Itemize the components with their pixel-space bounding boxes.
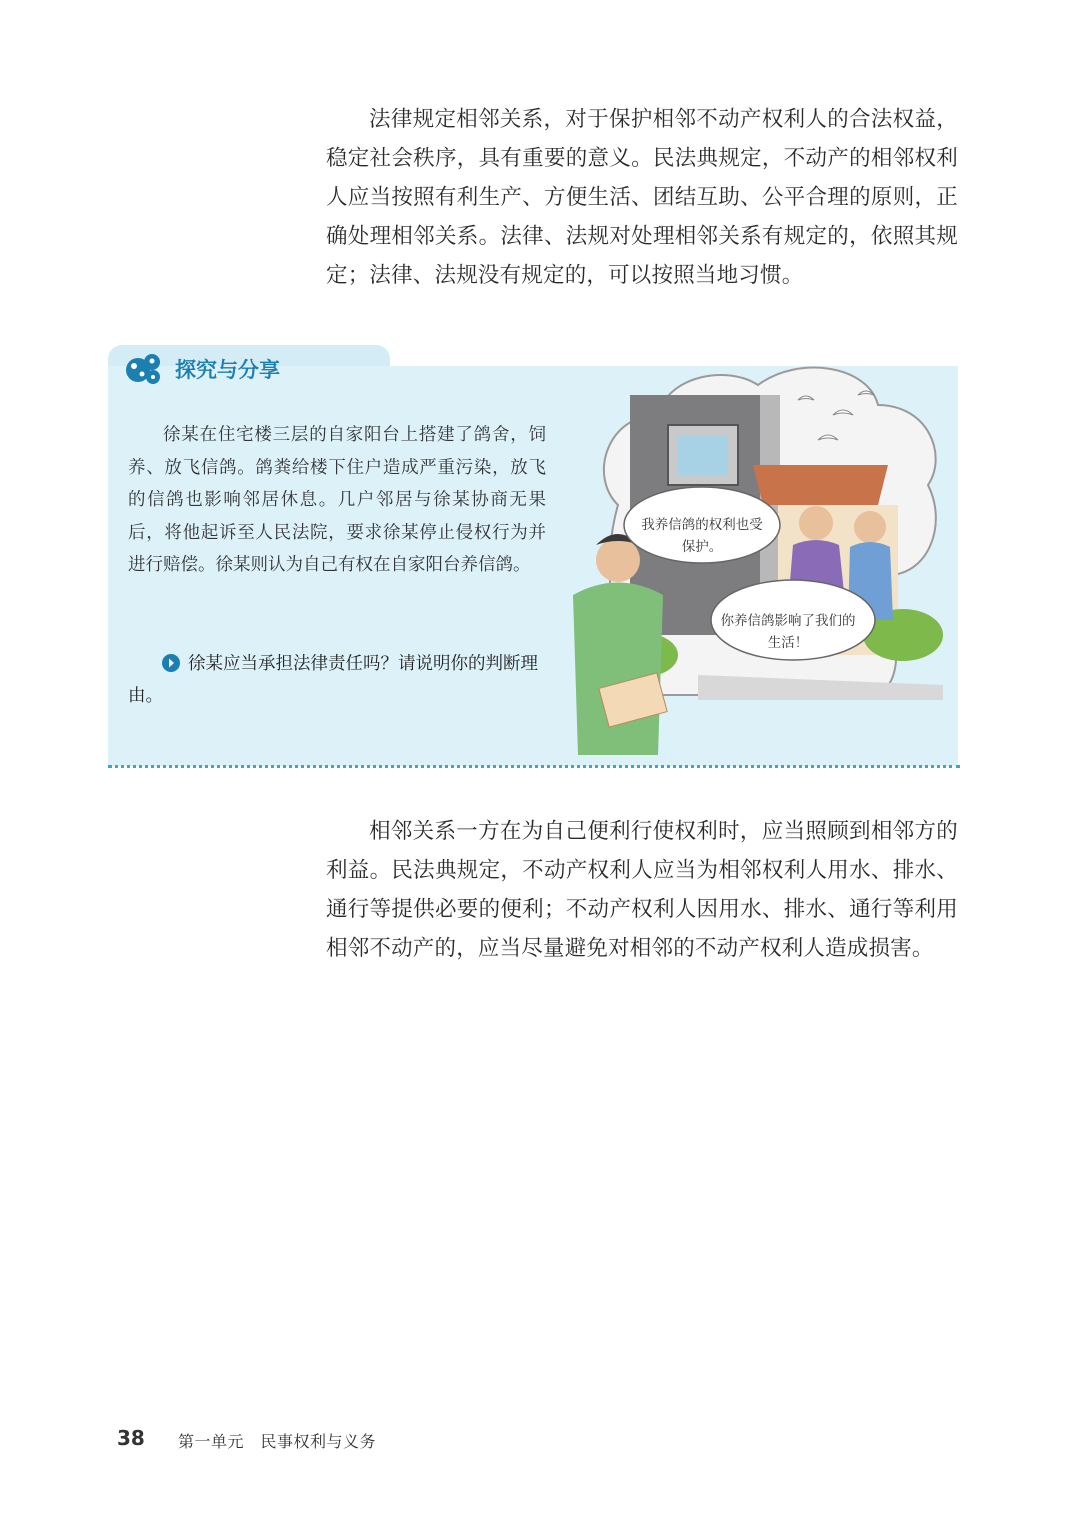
explore-title: 探究与分享 (175, 358, 280, 382)
case-text: 徐某在住宅楼三层的自家阳台上搭建了鸽舍，饲养、放飞信鸽。鸽粪给楼下住户造成严重污染，放飞的信鸽也影响邻居休息。几户邻居与徐某协商无果后，将他起诉至人民法院，要求徐某停止侵权行为并进行赔偿。徐某则认为自己有权在自家阳台养信鸽。 (128, 425, 546, 575)
molecule-icon (124, 352, 162, 386)
page-number: 38 (117, 1426, 145, 1450)
dotted-divider (108, 765, 960, 768)
question-text: 徐某应当承担法律责任吗？请说明你的判断理由。 (128, 654, 538, 706)
speech-bubble-xu: 我养信鸽的权利也受保护。 (641, 517, 763, 555)
body-paragraph-2: 相邻关系一方在为自己便利行使权利时，应当照顾到相邻方的利益。民法典规定，不动产权利人应当为相邻权利人用水、排水、通行等提供必要的便利；不动产权利人因用水、排水、通行等利用相邻不动产的，应当尽量避免对相邻的不动产权利人造成损害。 (326, 819, 958, 961)
unit-title: 第一单元 民事权利与义务 (178, 1432, 377, 1451)
pigeon-dispute-illustration (548, 355, 960, 765)
speech-bubble-neighbors: 你养信鸽影响了我们的生活！ (720, 613, 856, 651)
body-paragraph-1: 法律规定相邻关系，对于保护相邻不动产权利人的合法权益，稳定社会秩序，具有重要的意义。民法典规定，不动产的相邻权利人应当按照有利生产、方便生活、团结互助、公平合理的原则，正确处理相邻关系。法律、法规对处理相邻关系有规定的，依照其规定；法律、法规没有规定的，可以按照当地习惯。 (326, 107, 958, 288)
